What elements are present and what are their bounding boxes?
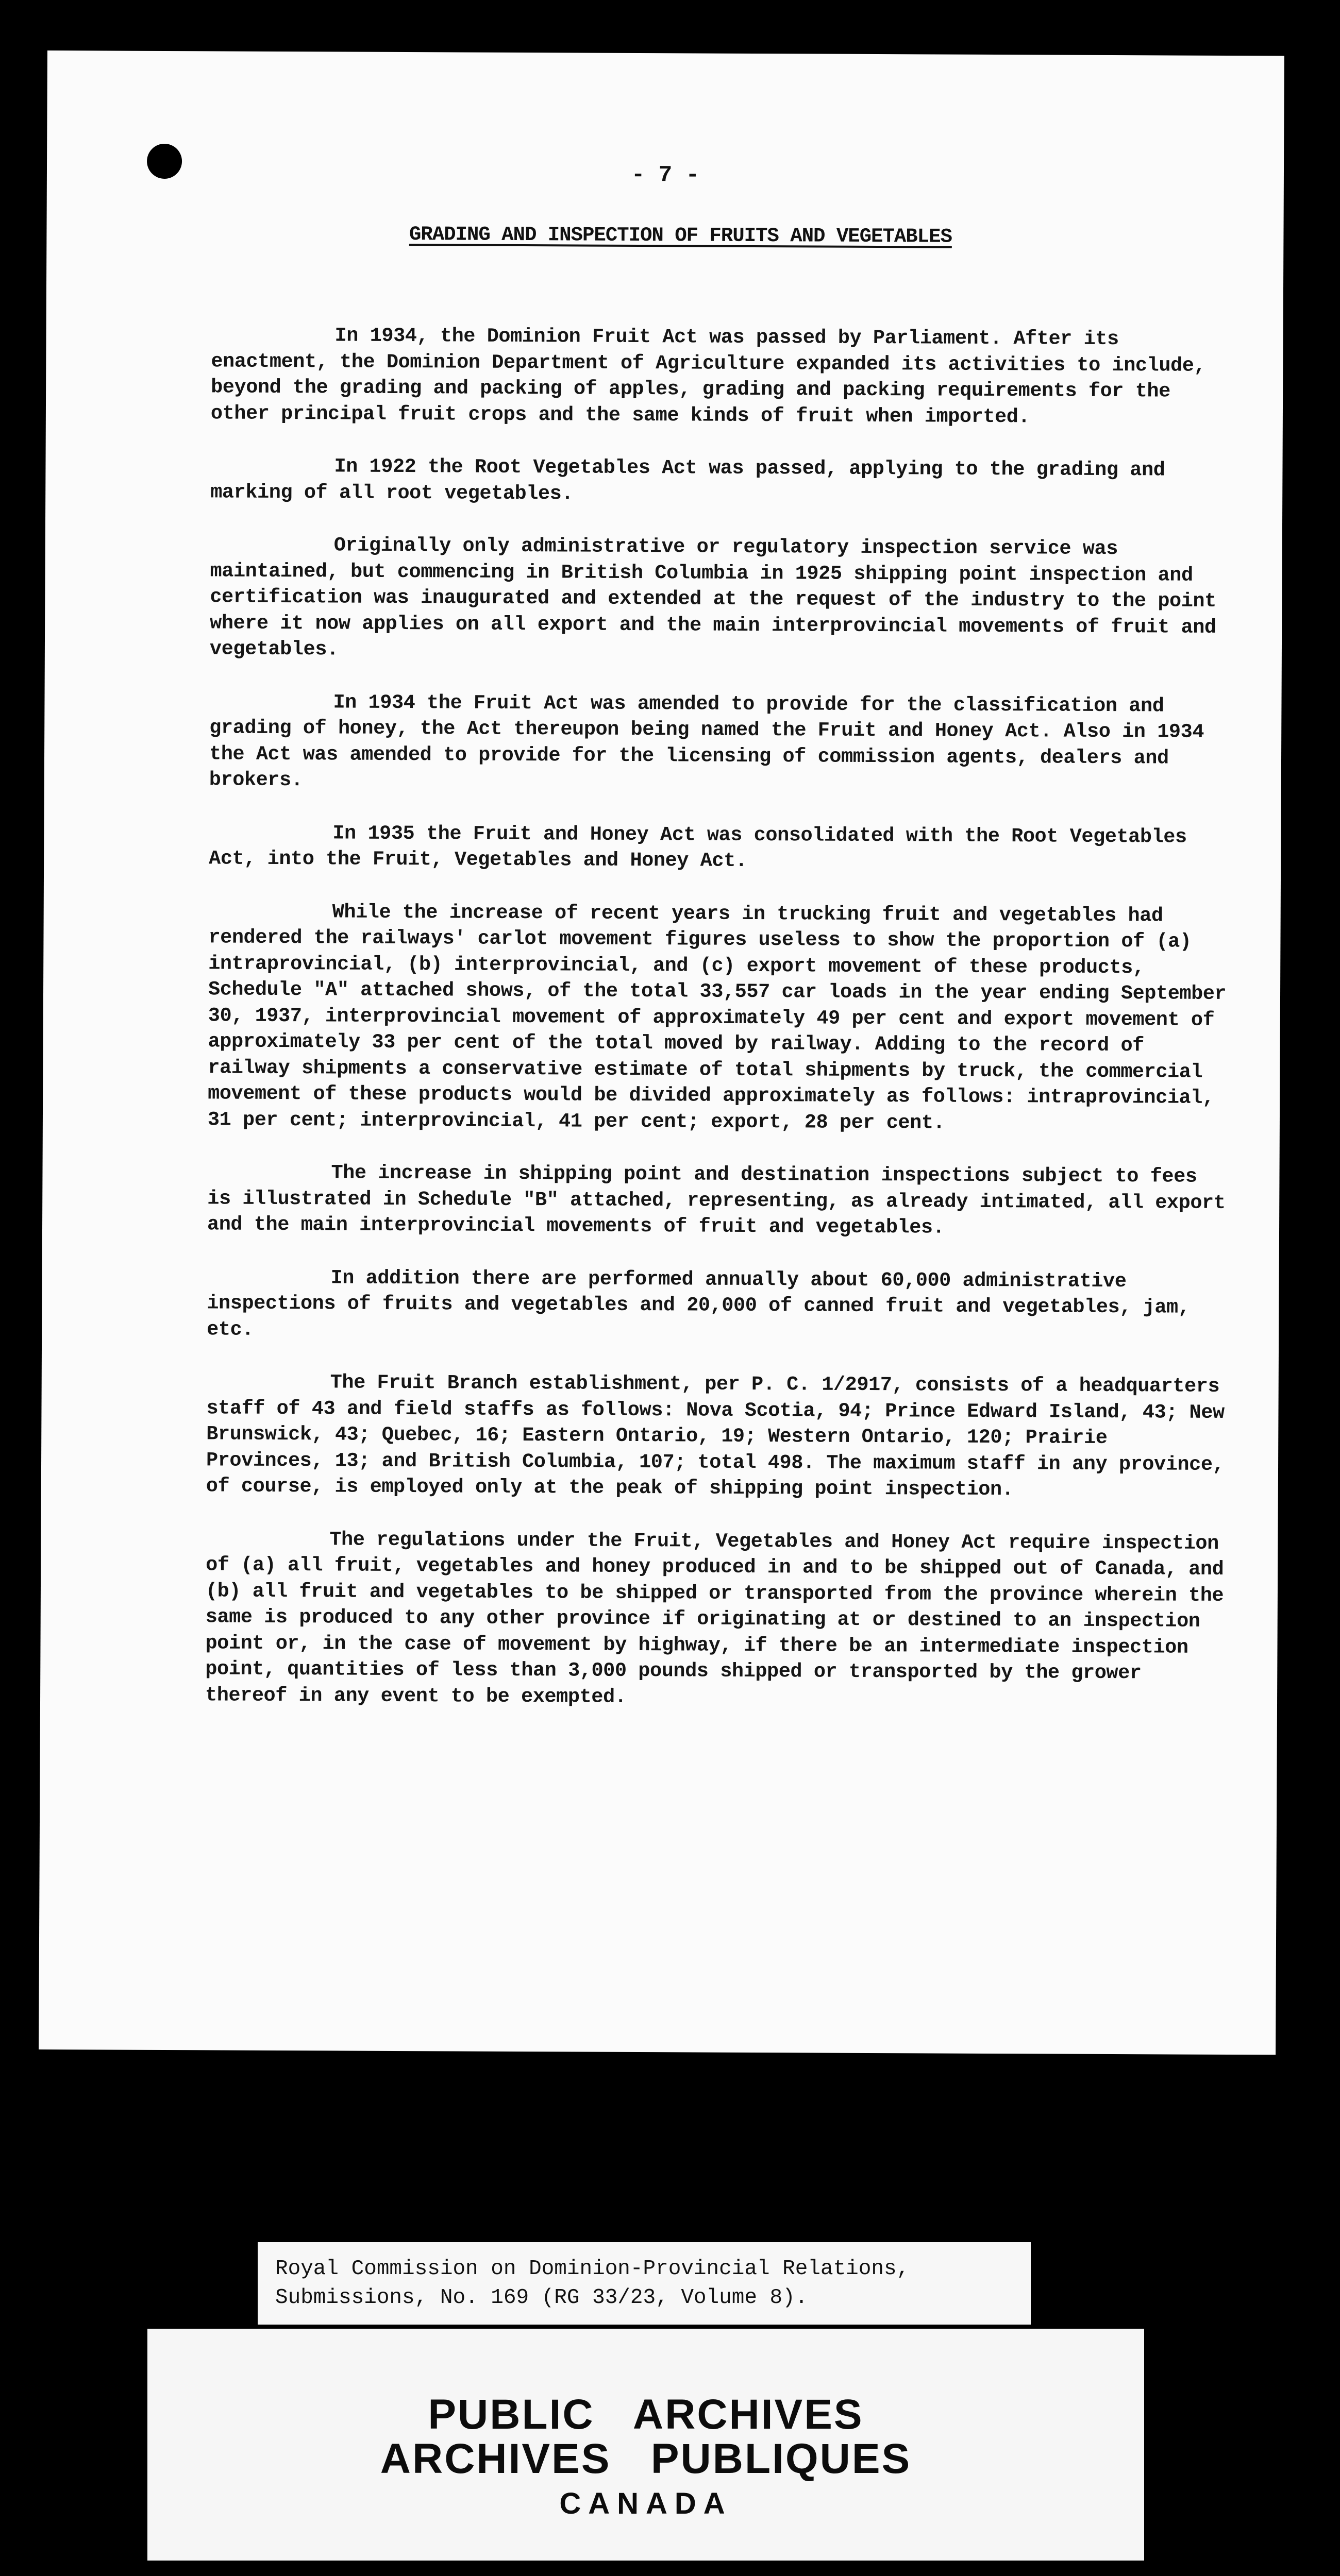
paragraph: The increase in shipping point and destination inspections subject to fees is illustrated in Schedule "B" attached, representing, as already intimated, all export and the main interprovincial movements of fruit and vegetables.: [207, 1161, 1226, 1239]
paragraph: In 1934, the Dominion Fruit Act was passed by Parliament. After its enactment, the Dominion Department of Agriculture expanded its activities to include, beyond the grading and packing of apples, grading and packing requirements for the other principal fruit crops and the same kinds of fruit when imported.: [210, 324, 1206, 428]
paragraph: Originally only administrative or regulatory inspection service was maintained, but commencing in British Columbia in 1925 shipping point inspection and certification was inaugurated and extended at the request of the industry to the point where it now applies on all export and the main interprovincial movements of fruit and vegetables.: [209, 534, 1216, 661]
paragraph: The regulations under the Fruit, Vegetables and Honey Act require inspection of (a) all fruit, vegetables and honey produced in and to be shipped out of Canada, and (b) all fruit and vegetables to be shipped or transported from the province wherein the same is produced to any other province if originating at or destined to an inspection point or, in the case of movement by highway, if there be an intermediate inspection point, quantities of less than 3,000 pounds shipped or transported by the grower thereof in any event to be exempted.: [205, 1528, 1224, 1708]
paragraph: In 1935 the Fruit and Honey Act was consolidated with the Root Vegetables Act, into the Fruit, Vegetables and Honey Act.: [209, 821, 1187, 872]
archive-reference-line: Submissions, No. 169 (RG 33/23, Volume 8).: [275, 2286, 808, 2310]
paragraph: In 1934 the Fruit Act was amended to provide for the classification and grading of honey, the Act thereupon being named the Fruit and Honey Act. Also in 1934 the Act was amended to provide for the licensing of commission agents, dealers and brokers.: [209, 690, 1204, 792]
archive-reference-line: Royal Commission on Dominion-Provincial Relations,: [275, 2257, 910, 2281]
paragraph: In addition there are performed annually about 60,000 administrative inspections of fruits and vegetables and 20,000 of canned fruit and vegetables, jam, etc.: [207, 1266, 1190, 1341]
paragraph: While the increase of recent years in trucking fruit and vegetables had rendered the railways' carlot movement figures useless to show the proportion of (a) intraprovincial, (b) interprovincial, and (c) export movement of these products, Schedule "A" attached shows, of the total 33,557 car loads in the year ending September 30, 1937, interprovincial movement of approximately 49 per cent and export movement of approximately 33 per cent of the total moved by railway. Adding to the record of railway shipments a conservative estimate of total shipments by truck, the commercial movement of these products would be divided approximately as follows: intraprovincial, 31 per cent; interprovincial, 41 per cent; export, 28 per cent.: [207, 900, 1227, 1134]
paragraph: In 1922 the Root Vegetables Act was passed, applying to the grading and marking of all root vegetables.: [210, 455, 1165, 505]
page-number: - 7 -: [631, 162, 700, 189]
archive-reference-text: [275, 2255, 909, 2312]
typewritten-page: [39, 50, 1284, 2055]
document-body: [205, 322, 1232, 1739]
archive-reference-label: [258, 2242, 1031, 2325]
paragraph: The Fruit Branch establishment, per P. C. 1/2917, consists of a headquarters staff of 43 and field staffs as follows: Nova Scotia, 94; Prince Edward Island, 43; New Brunswick, 43; Quebec, 16; Eastern Ontario, 19; Western Ontario, 120; Prairie Provinces, 13; and British Columbia, 107; total 498. The maximum staff in any province, of course, is employed only at the peak of shipping point inspection.: [206, 1371, 1225, 1501]
stamp-line-french: ARCHIVES PUBLIQUES: [380, 2435, 912, 2482]
stamp-line-english: PUBLIC ARCHIVES: [428, 2391, 864, 2438]
public-archives-stamp: [147, 2329, 1144, 2561]
page-title: GRADING AND INSPECTION OF FRUITS AND VEGETABLES: [409, 223, 952, 248]
stamp-line-country: CANADA: [559, 2487, 732, 2520]
